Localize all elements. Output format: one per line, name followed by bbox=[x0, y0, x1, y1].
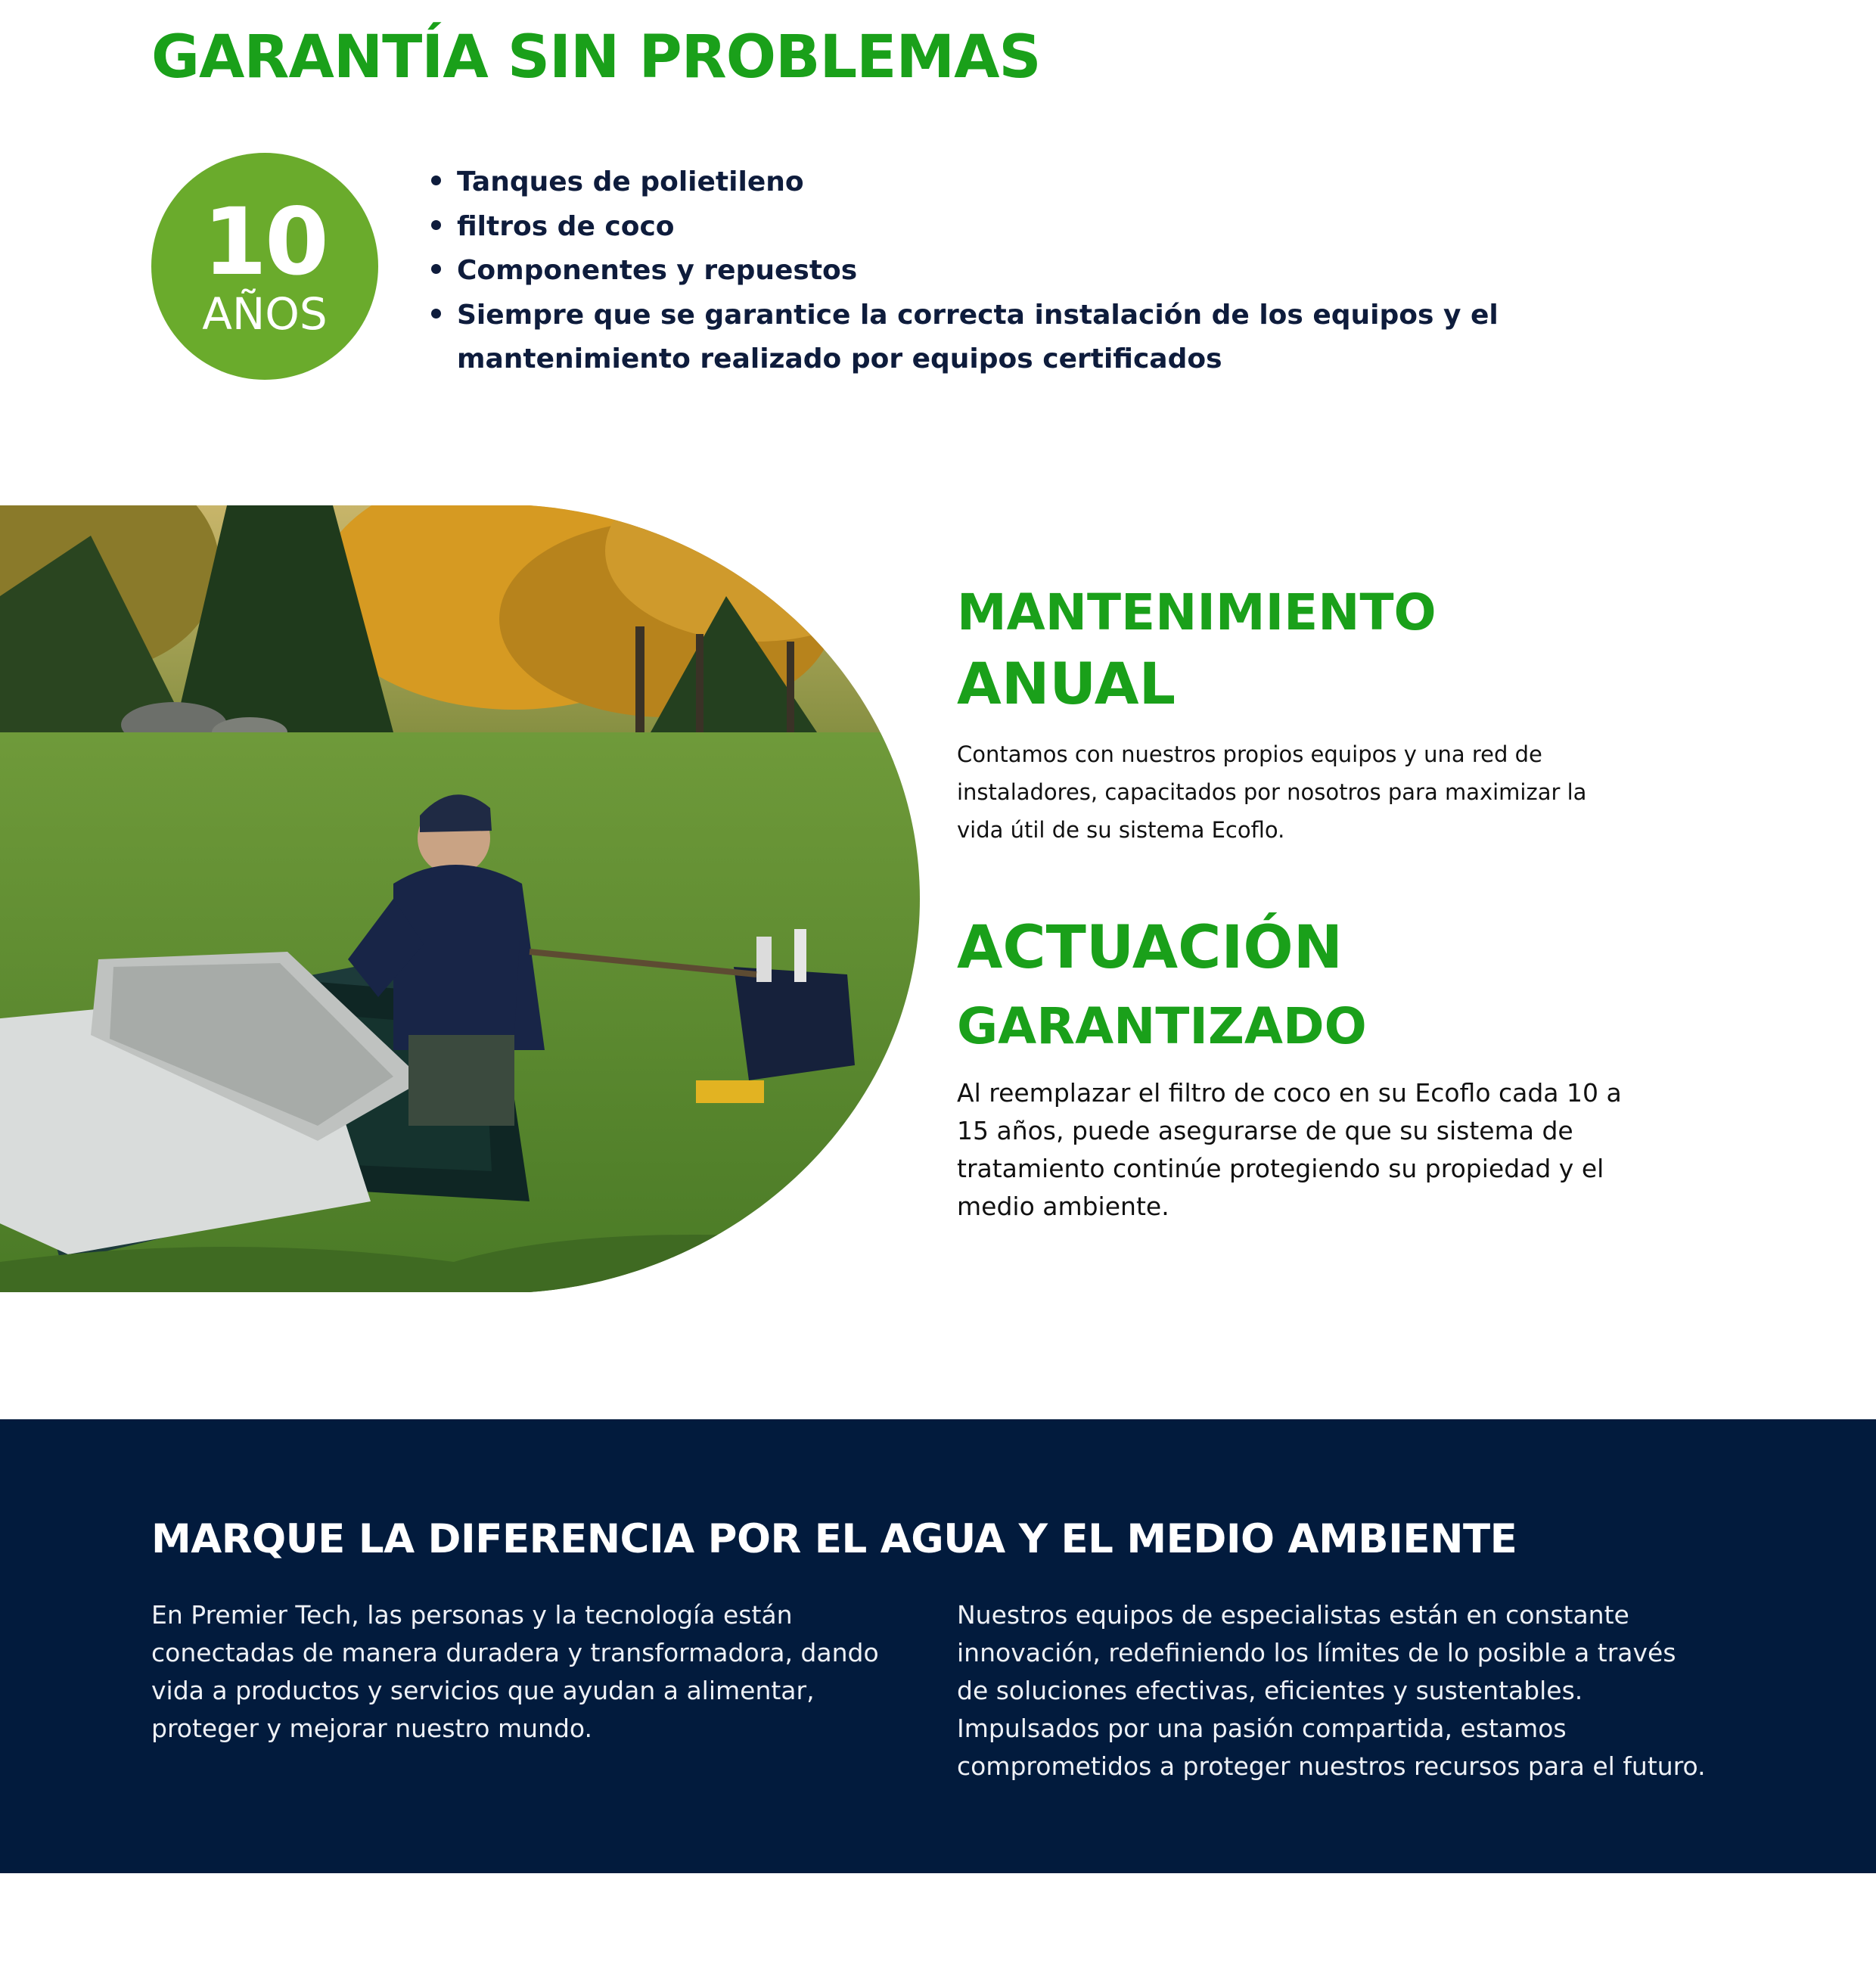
maintenance-title-line1: MANTENIMIENTO bbox=[957, 583, 1437, 642]
warranty-list-item: Tanques de polietileno bbox=[427, 160, 1607, 205]
warranty-list bbox=[427, 160, 1607, 382]
warranty-list-item: filtros de coco bbox=[427, 205, 1607, 250]
maintenance-title-line2: ANUAL bbox=[957, 650, 1176, 717]
difference-title: MARQUE LA DIFERENCIA POR EL AGUA Y EL MEDIO AMBIENTE bbox=[151, 1516, 1517, 1562]
warranty-list-item: Componentes y repuestos bbox=[427, 249, 1607, 294]
action-title-line2: GARANTIZADO bbox=[957, 997, 1367, 1055]
badge-number: 10 bbox=[203, 188, 327, 296]
action-description: Al reemplazar el filtro de coco en su Ecoflo cada 10 a 15 años, puede asegurarse de que su sistema de tratamiento continúe protegiendo su propiedad y el medio ambiente. bbox=[957, 1078, 1622, 1221]
warranty-title: GARANTÍA SIN PROBLEMAS bbox=[151, 23, 1041, 92]
warranty-years-badge bbox=[151, 153, 378, 380]
warranty-list-item: Siempre que se garantice la correcta instalación de los equipos y el mantenimiento realizado por equipos certificados bbox=[427, 294, 1607, 382]
difference-paragraph-right: Nuestros equipos de especialistas están en constante innovación, redefiniendo los límites de lo posible a través de soluciones efectivas, eficientes y sustentables. Impulsados por una pasión compartida, estamos comprometidos a proteger nuestros recursos para el futuro. bbox=[957, 1600, 1706, 1781]
action-title-line1: ACTUACIÓN bbox=[957, 914, 1343, 982]
difference-paragraph-left: En Premier Tech, las personas y la tecnología están conectadas de manera duradera y transformadora, dando vida a productos y servicios que ayudan a alimentar, proteger y mejorar nuestro mundo. bbox=[151, 1600, 879, 1743]
badge-unit: AÑOS bbox=[202, 288, 328, 340]
maintenance-description: Contamos con nuestros propios equipos y una red de instaladores, capacitados por nosotros para maximizar la vida útil de su sistema Ecoflo. bbox=[957, 741, 1587, 843]
maintenance-photo bbox=[0, 505, 920, 1292]
